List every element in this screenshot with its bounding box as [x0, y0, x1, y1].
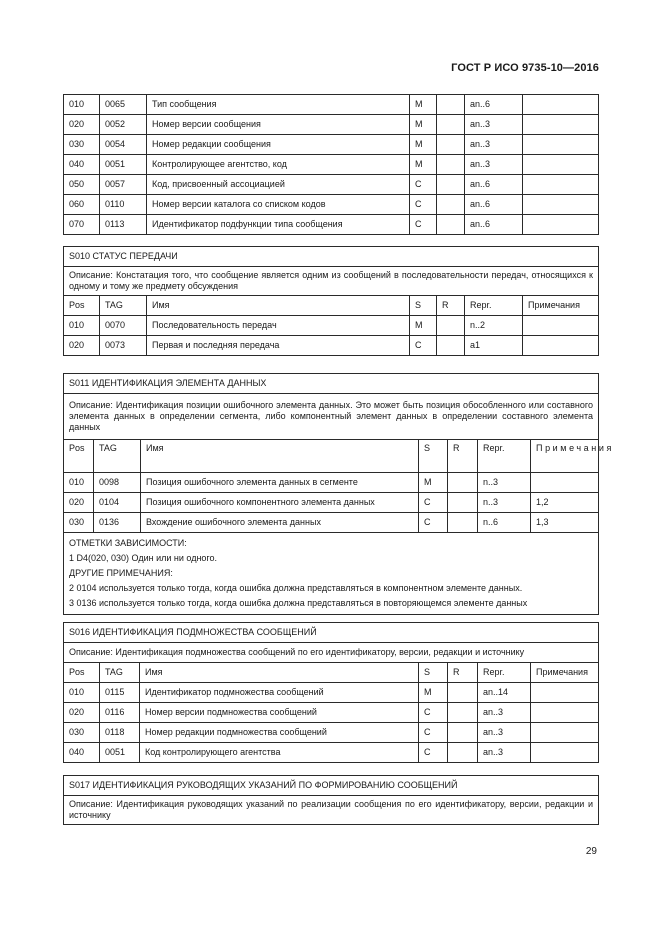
- cell-tag: 0113: [100, 215, 147, 235]
- col-notes: Примечания: [523, 296, 599, 316]
- cell-repr: a1: [465, 336, 523, 356]
- cell-tag: 0116: [100, 703, 140, 723]
- col-s: S: [410, 296, 437, 316]
- cell-notes: [523, 135, 599, 155]
- cell-s: C: [419, 513, 448, 533]
- document-code: ГОСТ Р ИСО 9735-10—2016: [451, 62, 599, 74]
- table-row: [64, 155, 599, 175]
- cell-tag: 0115: [100, 683, 140, 703]
- cell-repr: an..6: [465, 215, 523, 235]
- cell-pos: 030: [64, 723, 100, 743]
- cell-pos: 040: [64, 155, 100, 175]
- cell-name: Номер версии сообщения: [147, 115, 410, 135]
- cell-r: [437, 155, 465, 175]
- col-repr: Repr.: [478, 663, 531, 683]
- cell-s: M: [410, 115, 437, 135]
- table-row: [64, 336, 599, 356]
- cell-tag: 0098: [94, 473, 141, 493]
- cell-r: [437, 316, 465, 336]
- cell-notes: [523, 215, 599, 235]
- note-line: 3 0136 используется только тогда, когда ошибка должна представляться в повторяющемся элементе данных: [69, 598, 528, 608]
- s010-segment: [63, 246, 599, 356]
- cell-r: [448, 473, 478, 493]
- col-s: S: [419, 663, 448, 683]
- cell-s: M: [419, 473, 448, 493]
- s017-description: Описание: Идентификация руководящих указаний по реализации сообщения по его идентификатору, версии, редакции и источнику: [64, 796, 599, 825]
- col-tag: TAG: [100, 296, 147, 316]
- table-row: [64, 493, 599, 513]
- cell-notes: [531, 473, 599, 493]
- col-r: R: [437, 296, 465, 316]
- table-row: [64, 513, 599, 533]
- table-row: [64, 473, 599, 493]
- top-table: [63, 94, 599, 235]
- cell-s: C: [410, 215, 437, 235]
- cell-pos: 030: [64, 135, 100, 155]
- cell-notes: [531, 723, 599, 743]
- cell-tag: 0052: [100, 115, 147, 135]
- col-tag: TAG: [100, 663, 140, 683]
- cell-notes: [523, 175, 599, 195]
- cell-repr: an..6: [465, 195, 523, 215]
- cell-repr: n..3: [478, 493, 531, 513]
- cell-r: [448, 493, 478, 513]
- cell-repr: an..6: [465, 95, 523, 115]
- cell-s: C: [410, 336, 437, 356]
- cell-notes: [531, 743, 599, 763]
- cell-name: Идентификатор подмножества сообщений: [140, 683, 419, 703]
- cell-r: [448, 683, 478, 703]
- cell-name: Номер версии каталога со списком кодов: [147, 195, 410, 215]
- col-name: Имя: [141, 440, 419, 473]
- s016-header-row: [64, 663, 599, 683]
- cell-r: [448, 703, 478, 723]
- table-row: [64, 316, 599, 336]
- note-line: ДРУГИЕ ПРИМЕЧАНИЯ:: [69, 568, 173, 578]
- cell-notes: 1,3: [531, 513, 599, 533]
- table-row: [64, 175, 599, 195]
- cell-tag: 0118: [100, 723, 140, 743]
- cell-name: Позиция ошибочного компонентного элемента данных: [141, 493, 419, 513]
- table-row: [64, 703, 599, 723]
- s011-description: Описание: Идентификация позиции ошибочного элемента данных. Это может быть позиция обособленного или составного элемента данных в определении сегмента, либо компонентный элемент данных в определении составного элемента данных: [64, 394, 599, 440]
- note-line: 1 D4(020, 030) Один или ни одного.: [69, 553, 218, 563]
- cell-r: [437, 115, 465, 135]
- cell-pos: 010: [64, 473, 94, 493]
- cell-pos: 040: [64, 743, 100, 763]
- cell-tag: 0110: [100, 195, 147, 215]
- cell-s: M: [410, 95, 437, 115]
- cell-name: Последовательность передач: [147, 316, 410, 336]
- table-row: [64, 723, 599, 743]
- s011-segment: [63, 373, 614, 615]
- col-repr: Repr.: [478, 440, 531, 473]
- cell-name: Номер версии подмножества сообщений: [140, 703, 419, 723]
- cell-tag: 0073: [100, 336, 147, 356]
- cell-name: Позиция ошибочного элемента данных в сегменте: [141, 473, 419, 493]
- cell-s: C: [419, 743, 448, 763]
- cell-name: Тип сообщения: [147, 95, 410, 115]
- table-row: [64, 215, 599, 235]
- s017-title: S017 ИДЕНТИФИКАЦИЯ РУКОВОДЯЩИХ УКАЗАНИЙ ПО ФОРМИРОВАНИЮ СООБЩЕНИЙ: [64, 776, 599, 796]
- cell-s: M: [419, 683, 448, 703]
- s016-description: Описание: Идентификация подмножества сообщений по его идентификатору, версии, редакции и источнику: [64, 643, 599, 663]
- col-s: S: [419, 440, 448, 473]
- cell-pos: 020: [64, 336, 100, 356]
- cell-pos: 060: [64, 195, 100, 215]
- cell-name: Номер редакции подмножества сообщений: [140, 723, 419, 743]
- cell-notes: [523, 155, 599, 175]
- cell-tag: 0051: [100, 155, 147, 175]
- cell-r: [448, 743, 478, 763]
- col-pos: Pos: [64, 440, 94, 473]
- table-row: [64, 115, 599, 135]
- cell-repr: n..2: [465, 316, 523, 336]
- col-notes: Примечания: [531, 440, 599, 473]
- cell-notes: [523, 336, 599, 356]
- cell-name: Код, присвоенный ассоциацией: [147, 175, 410, 195]
- cell-repr: an..3: [478, 703, 531, 723]
- cell-pos: 030: [64, 513, 94, 533]
- cell-repr: an..3: [478, 723, 531, 743]
- cell-name: Первая и последняя передача: [147, 336, 410, 356]
- table-row: [64, 195, 599, 215]
- note-line: ОТМЕТКИ ЗАВИСИМОСТИ:: [69, 538, 187, 548]
- cell-pos: 020: [64, 115, 100, 135]
- cell-name: Номер редакции сообщения: [147, 135, 410, 155]
- cell-r: [437, 336, 465, 356]
- s010-description: Описание: Констатация того, что сообщение является одним из сообщений в последовательности передач, относящихся к одному и тому же предмету обсуждения: [64, 267, 599, 296]
- cell-pos: 010: [64, 316, 100, 336]
- cell-pos: 050: [64, 175, 100, 195]
- col-tag: TAG: [94, 440, 141, 473]
- cell-s: C: [410, 175, 437, 195]
- s010-header-row: [64, 296, 599, 316]
- cell-notes: [523, 115, 599, 135]
- cell-r: [437, 95, 465, 115]
- col-pos: Pos: [64, 663, 100, 683]
- s011-notes: [64, 533, 599, 615]
- s017-segment: [63, 775, 599, 825]
- cell-repr: n..6: [478, 513, 531, 533]
- cell-notes: [531, 703, 599, 723]
- s016-segment: [63, 622, 599, 763]
- cell-notes: 1,2: [531, 493, 599, 513]
- cell-s: C: [419, 723, 448, 743]
- cell-r: [448, 513, 478, 533]
- s010-title: S010 СТАТУС ПЕРЕДАЧИ: [64, 247, 599, 267]
- cell-repr: an..3: [465, 155, 523, 175]
- cell-repr: an..3: [465, 135, 523, 155]
- cell-pos: 010: [64, 683, 100, 703]
- cell-repr: n..3: [478, 473, 531, 493]
- col-name: Имя: [140, 663, 419, 683]
- cell-r: [437, 215, 465, 235]
- page-number: 29: [585, 846, 597, 857]
- cell-repr: an..3: [465, 115, 523, 135]
- cell-s: M: [410, 316, 437, 336]
- cell-name: Код контролирующего агентства: [140, 743, 419, 763]
- col-pos: Pos: [64, 296, 100, 316]
- table-row: [64, 135, 599, 155]
- note-line: 2 0104 используется только тогда, когда ошибка должна представляться в компонентном элементе данных.: [69, 583, 523, 593]
- table-row: [64, 683, 599, 703]
- cell-tag: 0051: [100, 743, 140, 763]
- cell-s: C: [419, 493, 448, 513]
- cell-repr: an..14: [478, 683, 531, 703]
- s011-header-row: [64, 440, 599, 473]
- cell-repr: an..6: [465, 175, 523, 195]
- col-r: R: [448, 663, 478, 683]
- cell-tag: 0057: [100, 175, 147, 195]
- cell-pos: 020: [64, 703, 100, 723]
- s016-title: S016 ИДЕНТИФИКАЦИЯ ПОДМНОЖЕСТВА СООБЩЕНИЙ: [64, 623, 599, 643]
- cell-r: [437, 135, 465, 155]
- cell-notes: [523, 95, 599, 115]
- cell-r: [437, 175, 465, 195]
- table-row: [64, 743, 599, 763]
- cell-s: M: [410, 135, 437, 155]
- cell-s: C: [410, 195, 437, 215]
- cell-pos: 010: [64, 95, 100, 115]
- cell-notes: [531, 683, 599, 703]
- col-repr: Repr.: [465, 296, 523, 316]
- cell-name: Идентификатор подфункции типа сообщения: [147, 215, 410, 235]
- cell-tag: 0065: [100, 95, 147, 115]
- cell-tag: 0054: [100, 135, 147, 155]
- cell-s: M: [410, 155, 437, 175]
- s011-title: S011 ИДЕНТИФИКАЦИЯ ЭЛЕМЕНТА ДАННЫХ: [64, 374, 599, 394]
- table-row: [64, 95, 599, 115]
- cell-r: [448, 723, 478, 743]
- cell-name: Вхождение ошибочного элемента данных: [141, 513, 419, 533]
- col-r: R: [448, 440, 478, 473]
- cell-repr: an..3: [478, 743, 531, 763]
- cell-name: Контролирующее агентство, код: [147, 155, 410, 175]
- cell-tag: 0136: [94, 513, 141, 533]
- cell-s: C: [419, 703, 448, 723]
- cell-r: [437, 195, 465, 215]
- col-name: Имя: [147, 296, 410, 316]
- cell-notes: [523, 316, 599, 336]
- cell-notes: [523, 195, 599, 215]
- cell-tag: 0070: [100, 316, 147, 336]
- col-notes: Примечания: [531, 663, 599, 683]
- cell-pos: 070: [64, 215, 100, 235]
- cell-pos: 020: [64, 493, 94, 513]
- cell-tag: 0104: [94, 493, 141, 513]
